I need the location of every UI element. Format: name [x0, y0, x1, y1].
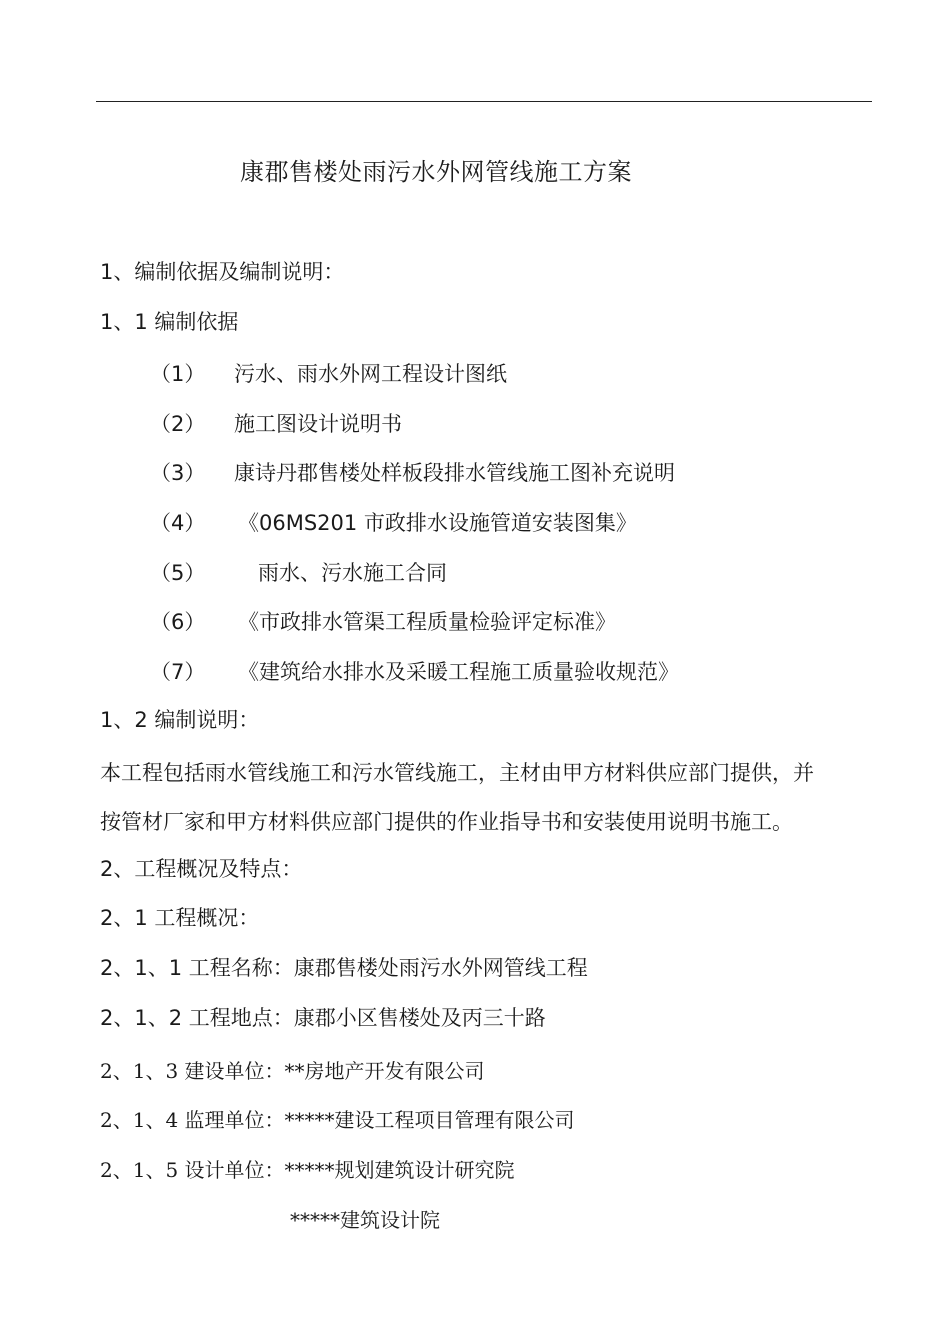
list-item-number: （5） [150, 561, 206, 585]
list-item-text: 污水、雨水外网工程设计图纸 [234, 362, 507, 386]
supervision-unit: 2、1、4 监理单位：*****建设工程项目管理有限公司 [100, 1108, 575, 1132]
list-item-text: 康诗丹郡售楼处样板段排水管线施工图补充说明 [234, 461, 675, 485]
list-item-number: （2） [150, 412, 206, 436]
design-unit-continued: *****建筑设计院 [290, 1208, 440, 1232]
paragraph-line: 按管材厂家和甲方材料供应部门提供的作业指导书和安装使用说明书施工。 [100, 810, 793, 834]
construction-unit: 2、1、3 建设单位：**房地产开发有限公司 [100, 1059, 485, 1083]
list-item-number: （1） [150, 362, 206, 386]
list-item-text: 《06MS201 市政排水设施管道安装图集》 [238, 511, 637, 535]
design-unit: 2、1、5 设计单位：*****规划建筑设计研究院 [100, 1158, 515, 1182]
header-rule [96, 101, 872, 102]
paragraph-line: 本工程包括雨水管线施工和污水管线施工，主材由甲方材料供应部门提供，并 [100, 761, 814, 785]
section-heading-2: 2、工程概况及特点： [100, 857, 303, 881]
list-item-number: （4） [150, 511, 206, 535]
document-title: 康郡售楼处雨污水外网管线施工方案 [240, 158, 632, 186]
section-heading-1: 1、编制依据及编制说明： [100, 260, 345, 284]
list-item-number: （6） [150, 610, 206, 634]
section-heading-1-1: 1、1 编制依据 [100, 310, 239, 334]
section-heading-1-2: 1、2 编制说明： [100, 708, 260, 732]
project-name: 2、1、1 工程名称：康郡售楼处雨污水外网管线工程 [100, 956, 588, 980]
list-item-text: 雨水、污水施工合同 [258, 561, 447, 585]
list-item-number: （3） [150, 461, 206, 485]
project-location: 2、1、2 工程地点：康郡小区售楼处及丙三十路 [100, 1006, 546, 1030]
list-item-text: 《建筑给水排水及采暖工程施工质量验收规范》 [238, 660, 679, 684]
section-heading-2-1: 2、1 工程概况： [100, 906, 260, 930]
list-item-text: 施工图设计说明书 [234, 412, 402, 436]
list-item-number: （7） [150, 660, 206, 684]
list-item-text: 《市政排水管渠工程质量检验评定标准》 [238, 610, 616, 634]
